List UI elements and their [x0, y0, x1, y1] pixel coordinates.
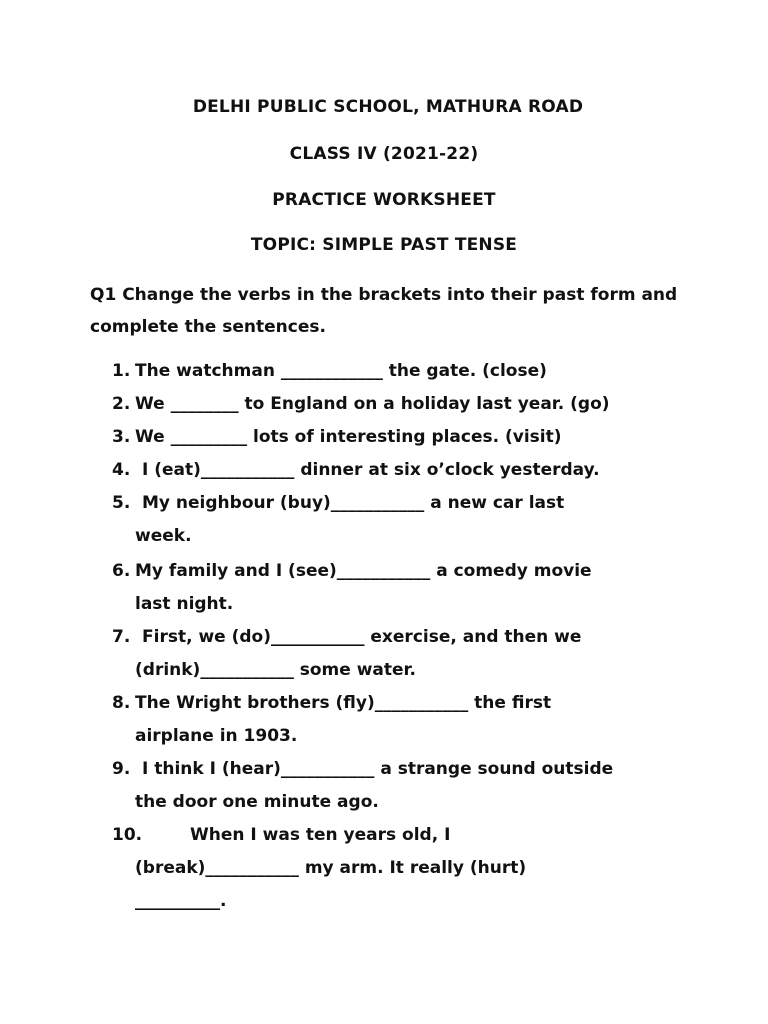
list-item	[112, 561, 712, 614]
list-item	[112, 825, 712, 911]
item-number: 8.	[112, 693, 131, 713]
item-number: 3.	[112, 427, 131, 447]
item-text: First, we (do)___________ exercise, and then we	[142, 627, 582, 647]
item-text: The Wright brothers (fly)___________ the first	[135, 693, 552, 713]
question-instruction: Q1 Change the verbs in the brackets into their past form and complete the sentences.	[90, 285, 678, 337]
item-text: When I was ten years old, I	[190, 825, 451, 845]
item-number: 10.	[112, 825, 143, 845]
item-text: the door one minute ago.	[135, 792, 379, 812]
list-item	[112, 693, 712, 746]
item-text: The watchman ____________ the gate. (close)	[135, 361, 547, 381]
item-text: airplane in 1903.	[135, 726, 298, 746]
list-item	[112, 627, 712, 680]
item-number: 2.	[112, 394, 131, 414]
item-text: My family and I (see)___________ a comedy movie	[135, 561, 592, 581]
item-number: 6.	[112, 561, 131, 581]
item-number: 4.	[112, 460, 131, 480]
list-item	[112, 427, 712, 447]
item-number: 5.	[112, 493, 131, 513]
item-number: 7.	[112, 627, 131, 647]
item-text: (break)___________ my arm. It really (hurt)	[135, 858, 527, 878]
item-text: I think I (hear)___________ a strange sound outside	[142, 759, 614, 779]
list-item	[112, 361, 712, 381]
list-item	[112, 493, 712, 546]
item-text: __________.	[135, 891, 227, 911]
item-number: 1.	[112, 361, 131, 381]
topic-label: TOPIC: SIMPLE PAST TENSE	[250, 235, 518, 255]
worksheet-title: PRACTICE WORKSHEET	[272, 190, 496, 210]
list-item	[112, 759, 712, 812]
item-text: (drink)___________ some water.	[135, 660, 416, 680]
list-item	[112, 394, 712, 414]
class-label: CLASS IV (2021-22)	[289, 144, 479, 164]
item-text: last night.	[135, 594, 234, 614]
item-number: 9.	[112, 759, 131, 779]
item-text: We ________ to England on a holiday last year. (go)	[135, 394, 610, 414]
list-item	[112, 460, 712, 480]
school-name: DELHI PUBLIC SCHOOL, MATHURA ROAD	[192, 97, 584, 117]
item-text: We _________ lots of interesting places. (visit)	[135, 427, 562, 447]
item-text: My neighbour (buy)___________ a new car last	[142, 493, 565, 513]
item-text: I (eat)___________ dinner at six o’clock yesterday.	[142, 460, 600, 480]
item-text: week.	[135, 526, 192, 546]
